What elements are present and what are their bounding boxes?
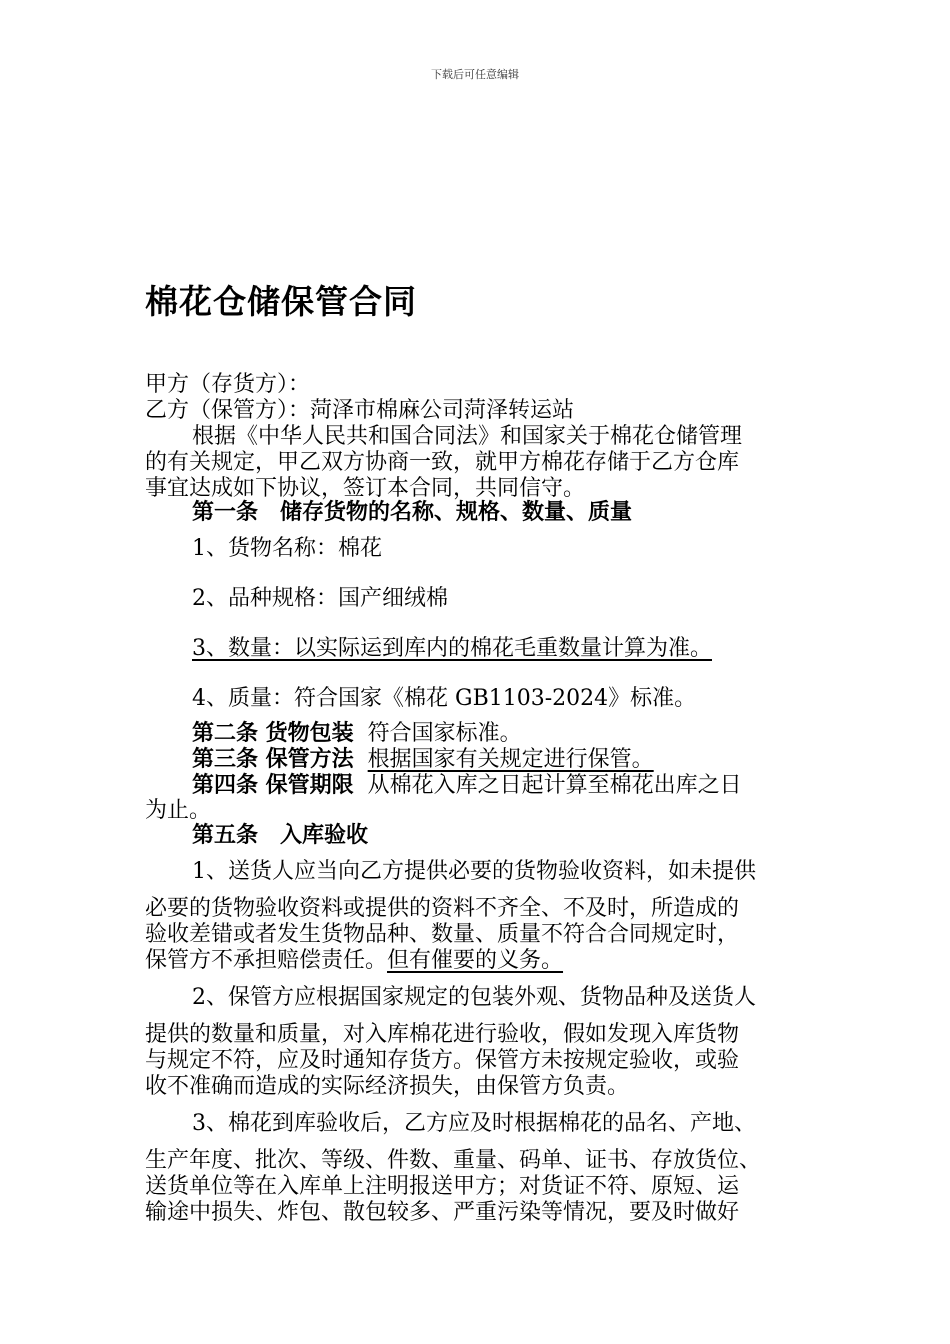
header-note: 下载后可任意编辑 [431,68,519,81]
article4-continuation: 为止。 [145,798,212,823]
article5-p1-underlined: 但有催要的义务。 [387,948,564,973]
party-a: 甲方（存货方）： [145,372,311,397]
document-title: 棉花仓储保管合同 [145,282,417,321]
article5-p1-line: 1、送货人应当向乙方提供必要的货物验收资料，如未提供 [192,859,756,884]
preamble-line: 的有关规定，甲乙双方协商一致，就甲方棉花存储于乙方仓库 [145,450,740,475]
article5-p3-line: 3、棉花到库验收后，乙方应及时根据棉花的品名、产地、 [192,1111,756,1136]
article5-p2-line: 收不准确而造成的实际经济损失，由保管方负责。 [145,1074,630,1099]
article5-p2-line: 提供的数量和质量，对入库棉花进行验收，假如发现入库货物 [145,1022,740,1047]
article4-label: 第四条 保管期限 [192,772,354,798]
article3 [192,746,867,773]
article1-item: 3、数量：以实际运到库内的棉花毛重数量计算为准。 [192,636,712,661]
article4 [192,772,867,799]
article5-p2-line: 2、保管方应根据国家规定的包装外观、货物品种及送货人 [192,985,756,1010]
article5-p3-line: 送货单位等在入库单上注明报送甲方；对货证不符、原短、运 [145,1174,740,1199]
article5-p1-line: 必要的货物验收资料或提供的资料不齐全、不及时，所造成的 [145,896,740,921]
article1-item: 1、货物名称：棉花 [192,536,382,561]
article5-p2-line: 与规定不符，应及时通知存货方。保管方未按规定验收，或验 [145,1048,740,1073]
article5-heading: 第五条 入库验收 [192,822,369,848]
article2 [192,720,867,747]
article5-p1-line [145,948,820,974]
article3-label: 第三条 保管方法 [192,746,354,772]
article5-p3-line: 输途中损失、炸包、散包较多、严重污染等情况，要及时做好 [145,1200,740,1225]
article5-p3-line: 生产年度、批次、等级、件数、重量、码单、证书、存放货位、 [145,1148,762,1173]
article2-label: 第二条 货物包装 [192,720,354,746]
article4-text: 从棉花入库之日起计算至棉花出库之日 [367,773,742,798]
article5-p1-line: 验收差错或者发生货物品种、数量、质量不符合合同规定时， [145,922,740,947]
article1-heading: 第一条 储存货物的名称、规格、数量、质量 [192,499,633,525]
article1-item: 2、品种规格：国产细绒棉 [192,586,448,611]
article3-text: 根据国家有关规定进行保管。 [367,747,654,772]
article1-item: 4、质量：符合国家《棉花 GB1103-2024》标准。 [192,686,697,711]
party-b: 乙方（保管方）：菏泽市棉麻公司菏泽转运站 [145,398,575,423]
preamble-line: 根据《中华人民共和国合同法》和国家关于棉花仓储管理 [192,424,743,449]
article2-text: 符合国家标准。 [367,721,522,746]
article5-p1-last: 保管方不承担赔偿责任。 [145,948,388,973]
preamble-line: 事宜达成如下协议，签订本合同，共同信守。 [145,476,586,501]
